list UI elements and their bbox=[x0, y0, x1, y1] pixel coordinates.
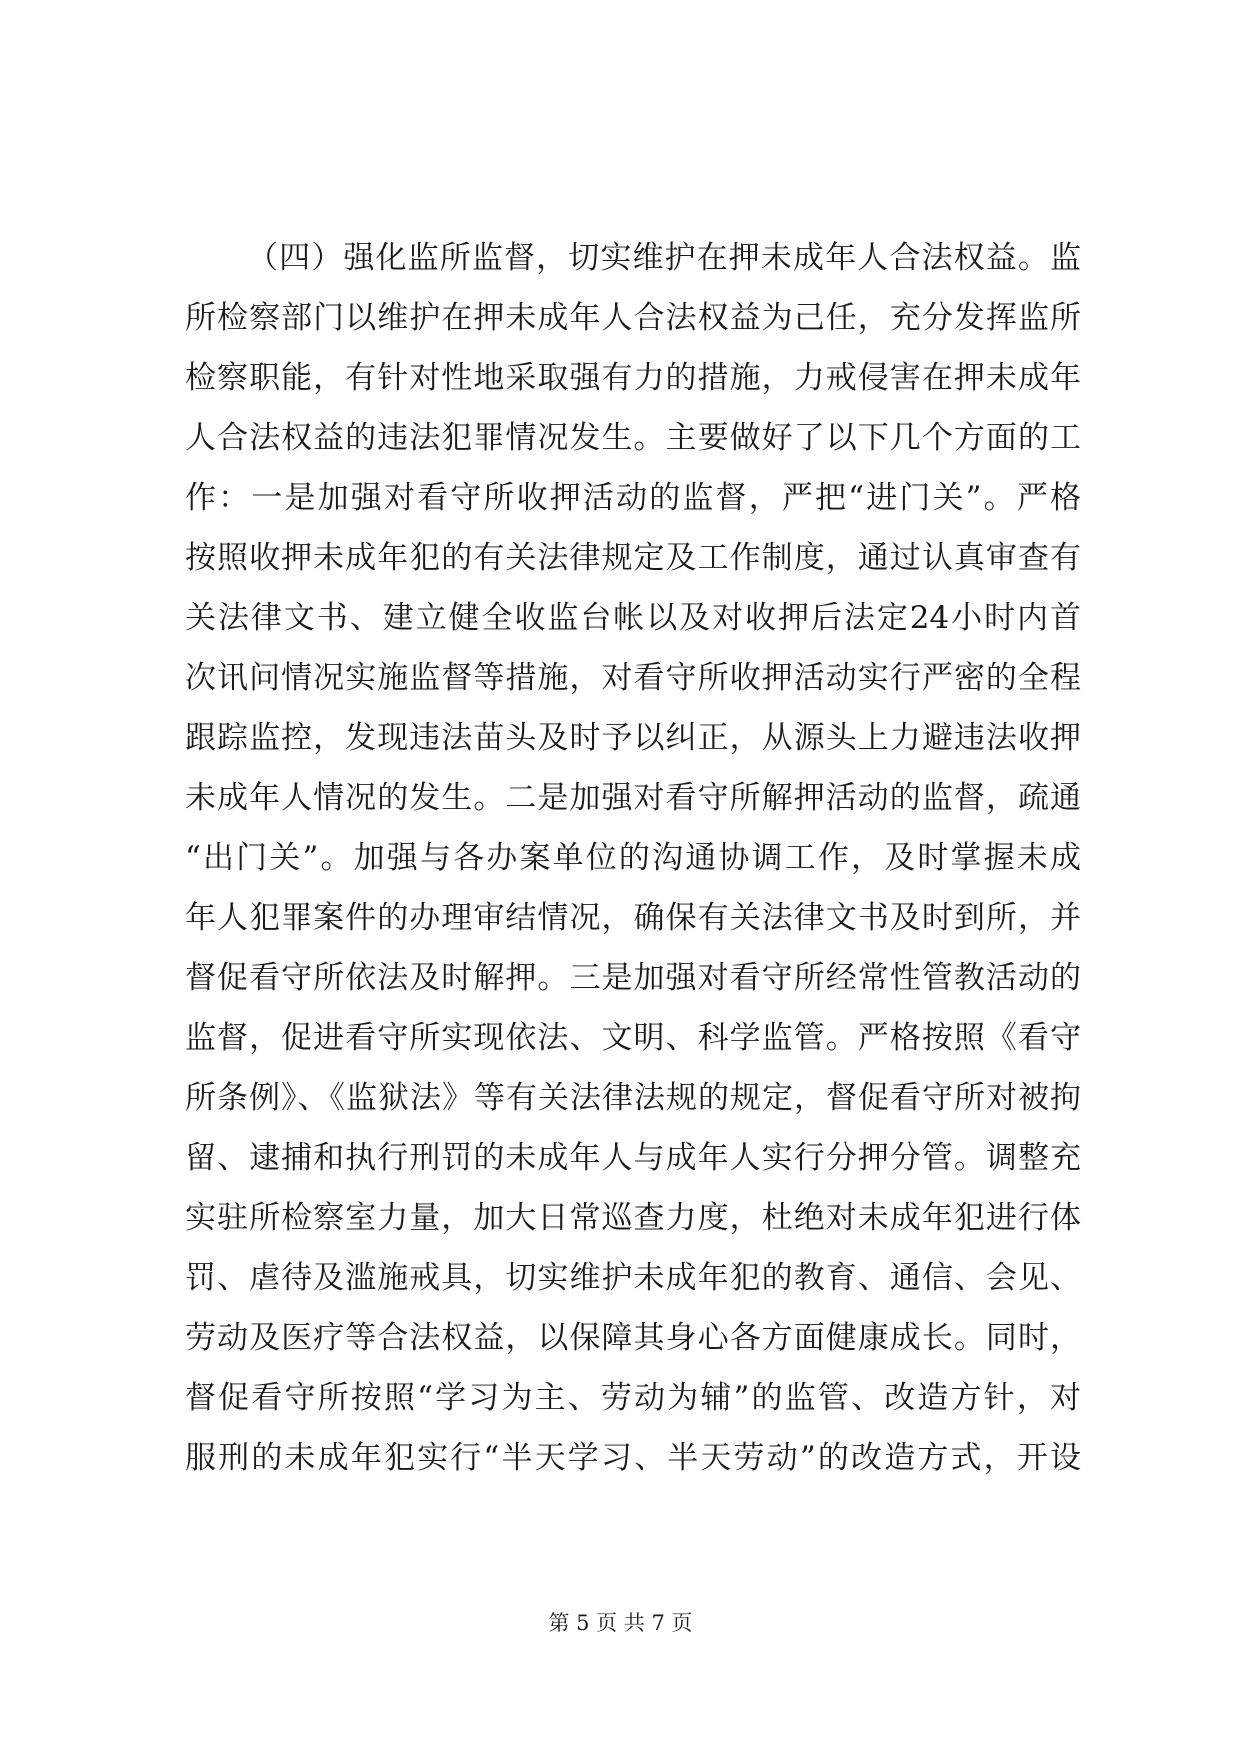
text-line: 次讯问情况实施监督等措施，对看守所收押活动实行严密的全程 bbox=[185, 660, 1081, 696]
text-line: 罚、虐待及滥施戒具，切实维护未成年犯的教育、通信、会见、 bbox=[185, 1260, 1081, 1296]
text-line: 留、逮捕和执行刑罚的未成年人与成年人实行分押分管。调整充 bbox=[185, 1140, 1081, 1176]
text-line: 督促看守所按照“学习为主、劳动为辅”的监管、改造方针，对 bbox=[185, 1380, 1081, 1416]
text-line: 按照收押未成年犯的有关法律规定及工作制度，通过认真审查有 bbox=[185, 540, 1081, 576]
page-number-footer: 第 5 页 共 7 页 bbox=[548, 1611, 693, 1635]
text-line: 作：一是加强对看守所收押活动的监督，严把“进门关”。严格 bbox=[185, 480, 1081, 516]
text-line: 关法律文书、建立健全收监台帐以及对收押后法定24小时内首 bbox=[185, 600, 1081, 636]
text-line: 人合法权益的违法犯罪情况发生。主要做好了以下几个方面的工 bbox=[185, 420, 1081, 456]
text-line: 未成年人情况的发生。二是加强对看守所解押活动的监督，疏通 bbox=[185, 780, 1081, 816]
text-line: “出门关”。加强与各办案单位的沟通协调工作，及时掌握未成 bbox=[185, 840, 1081, 876]
text-line: 实驻所检察室力量，加大日常巡查力度，杜绝对未成年犯进行体 bbox=[185, 1200, 1081, 1236]
text-line: 所检察部门以维护在押未成年人合法权益为己任，充分发挥监所 bbox=[185, 300, 1081, 336]
body-paragraph bbox=[185, 228, 1081, 1488]
text-line: 检察职能，有针对性地采取强有力的措施，力戒侵害在押未成年 bbox=[185, 360, 1081, 396]
text-line: 服刑的未成年犯实行“半天学习、半天劳动”的改造方式，开设 bbox=[185, 1440, 1081, 1476]
text-line: 督促看守所依法及时解押。三是加强对看守所经常性管教活动的 bbox=[185, 960, 1081, 996]
text-line: 年人犯罪案件的办理审结情况，确保有关法律文书及时到所，并 bbox=[185, 900, 1081, 936]
text-line: 监督，促进看守所实现依法、文明、科学监管。严格按照《看守 bbox=[185, 1020, 1081, 1056]
text-line: 所条例》、《监狱法》等有关法律法规的规定，督促看守所对被拘 bbox=[185, 1080, 1081, 1116]
text-line: 劳动及医疗等合法权益，以保障其身心各方面健康成长。同时， bbox=[185, 1320, 1081, 1356]
text-line: （四）强化监所监督，切实维护在押未成年人合法权益。监 bbox=[247, 240, 1081, 276]
text-line: 跟踪监控，发现违法苗头及时予以纠正，从源头上力避违法收押 bbox=[185, 720, 1081, 756]
